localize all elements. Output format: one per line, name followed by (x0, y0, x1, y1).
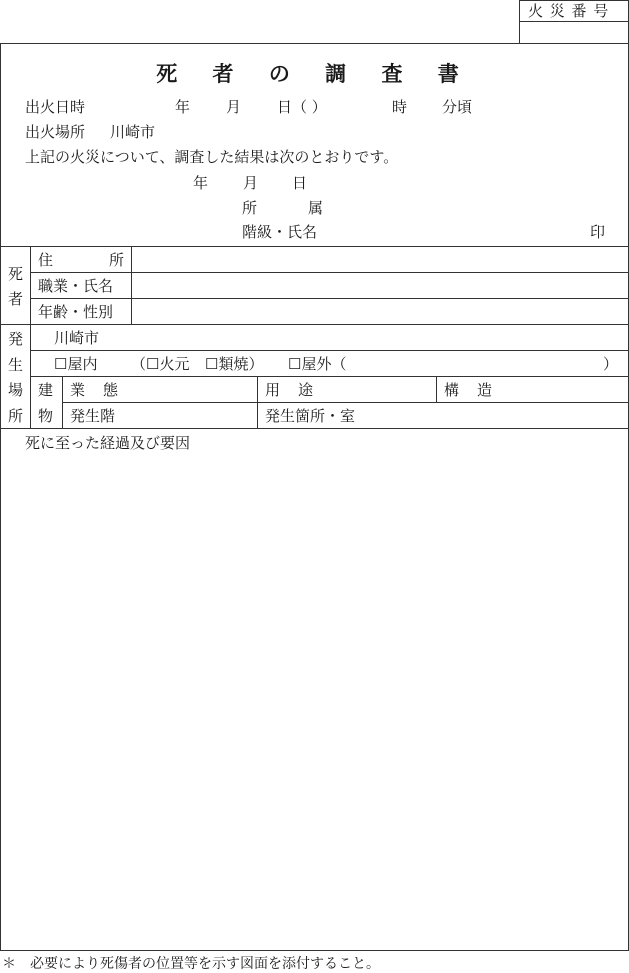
outdoor-close-paren: ） (603, 355, 619, 373)
business-label-1: 業 (70, 381, 86, 399)
rank-name-label: 階級・氏名 (242, 223, 318, 241)
fire-number-field[interactable] (520, 22, 628, 43)
ignition-day: 日（ ） (277, 98, 327, 116)
location-side-divider (30, 324, 31, 428)
location-side-1: 発 (8, 330, 24, 348)
occupation-name-label: 職業・氏名 (38, 277, 114, 295)
origin-checkbox[interactable]: （☐火元 (131, 355, 190, 373)
location-row-line-2 (30, 376, 629, 377)
deceased-side-2: 者 (8, 290, 24, 308)
deceased-side-1: 死 (8, 265, 24, 283)
building-label-2: 物 (38, 407, 54, 425)
location-row-line-3 (62, 402, 629, 403)
footnote-text: 必要により死傷者の位置等を示す図面を添付すること。 (30, 956, 380, 972)
age-sex-field[interactable] (132, 299, 628, 324)
affiliation-label-2: 属 (308, 199, 324, 217)
location-row-line-1 (30, 350, 629, 351)
cause-label: 死に至った経過及び要因 (25, 434, 191, 452)
ignition-minute: 分頃 (442, 98, 473, 116)
deceased-bottom-line (0, 324, 629, 325)
ignition-place-city: 川崎市 (110, 123, 156, 141)
statement-text: 上記の火災について、調査した結果は次のとおりです。 (25, 148, 399, 166)
occupation-name-field[interactable] (132, 273, 628, 298)
ignition-month: 月 (226, 98, 242, 116)
ignition-year: 年 (175, 98, 191, 116)
deceased-side-divider (30, 246, 31, 324)
indoor-checkbox[interactable]: ☐屋内 (54, 355, 98, 373)
use-label-1: 用 (265, 381, 281, 399)
footnote-mark: ＊ (2, 956, 16, 972)
ignition-hour: 時 (392, 98, 408, 116)
form-title: 死 者 の 調 査 書 (156, 61, 473, 86)
ignition-place-label: 出火場所 (25, 123, 86, 141)
structure-label-2: 造 (477, 381, 493, 399)
address-label-1: 住 (38, 251, 54, 269)
location-city: 川崎市 (54, 329, 100, 347)
business-label-2: 態 (103, 381, 119, 399)
use-structure-divider (436, 376, 437, 402)
address-field[interactable] (132, 247, 628, 272)
outdoor-checkbox[interactable]: ☐屋外（ (288, 355, 347, 373)
use-label-2: 途 (298, 381, 314, 399)
building-label-1: 建 (38, 381, 54, 399)
spread-checkbox[interactable]: ☐類焼） (205, 355, 264, 373)
ignition-datetime-label: 出火日時 (25, 98, 86, 116)
business-use-divider (257, 376, 258, 428)
location-bottom-line (0, 428, 629, 429)
location-side-2: 生 (8, 356, 24, 374)
location-side-4: 所 (8, 407, 24, 425)
spot-label: 発生箇所・室 (265, 407, 356, 425)
building-divider (62, 376, 63, 428)
report-day: 日 (292, 174, 308, 192)
structure-label-1: 構 (444, 381, 460, 399)
location-side-3: 場 (8, 381, 24, 399)
affiliation-label-1: 所 (242, 199, 258, 217)
address-label-2: 所 (109, 251, 125, 269)
cause-field[interactable] (1, 456, 628, 949)
report-month: 月 (243, 174, 259, 192)
seal-label: 印 (590, 223, 606, 241)
report-year: 年 (193, 174, 209, 192)
age-sex-label: 年齢・性別 (38, 303, 114, 321)
floor-label: 発生階 (70, 407, 116, 425)
fire-number-label: 火 災 番 号 (528, 2, 610, 20)
